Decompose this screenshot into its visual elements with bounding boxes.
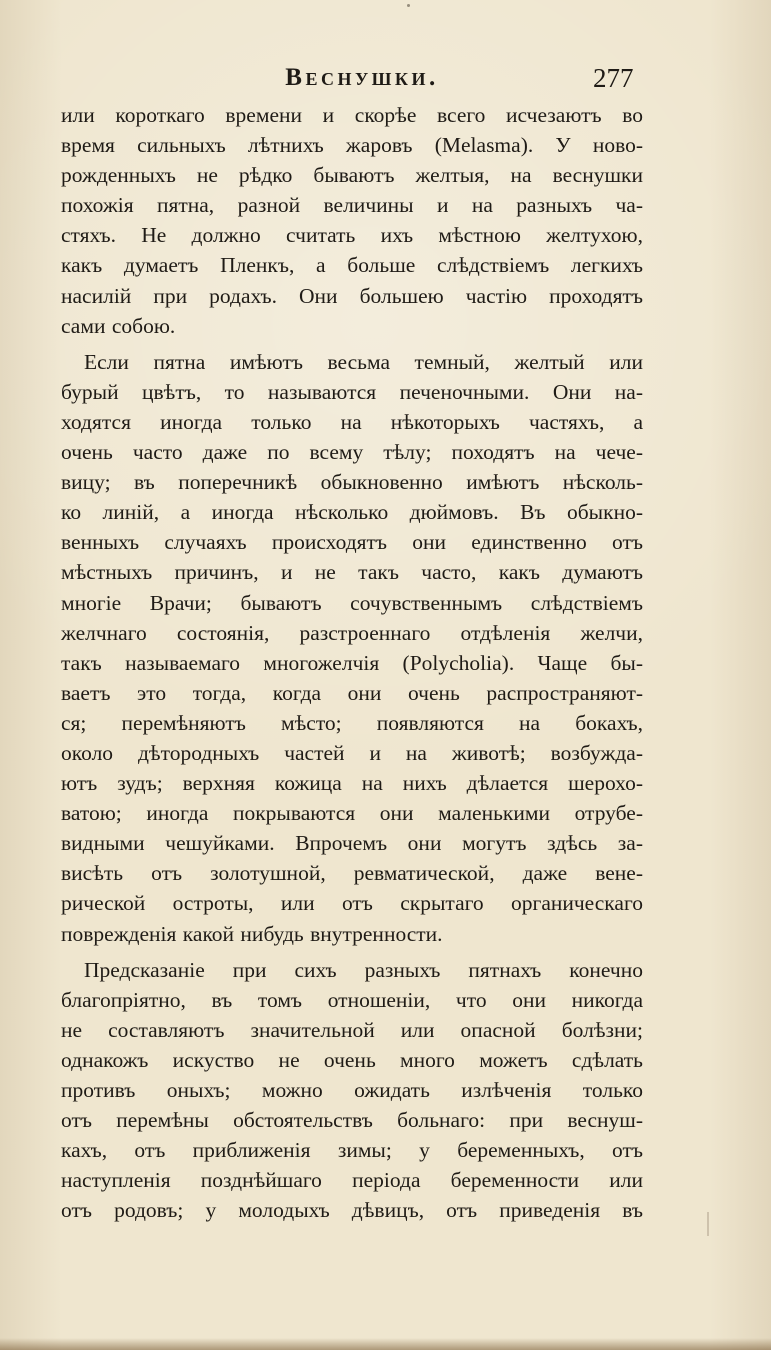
text-line: однакожъ искуство не очень много можетъ сдѣлать [61,1047,643,1072]
text-line: видными чешуйками. Впрочемъ они могутъ здѣсь за- [61,831,643,856]
ink-spot [407,4,410,7]
text-line: похожія пятна, разной величины и на разныхъ ча- [61,193,643,218]
text-line: Если пятна имѣютъ весьма темный, желтый или [84,349,643,374]
text-line: ко линій, а иногда нѣсколько дюймовъ. Въ обыкно- [61,500,643,525]
page-bottom-shadow [0,1338,771,1350]
text-line: висѣть отъ золотушной, ревматической, даже вене- [61,861,643,886]
text-line: вицу; въ поперечникѣ обыкновенно имѣютъ нѣсколь- [61,470,643,495]
text-line: поврежденія какой нибудь внутренности. [61,921,443,946]
text-line: не составляютъ значительной или опасной болѣзни; [61,1017,643,1042]
text-line: рической остроты, или отъ скрытаго органическаго [61,891,643,916]
text-line: мѣстныхъ причинъ, и не такъ часто, какъ думаютъ [61,560,643,585]
text-line: Предсказаніе при сихъ разныхъ пятнахъ конечно [84,957,643,982]
text-line: наступленія позднѣйшаго періода беременности или [61,1168,643,1193]
text-line: благопріятно, въ томъ отношеніи, что они никогда [61,987,643,1012]
body-text [61,100,643,1225]
text-line: около дѣтородныхъ частей и на животѣ; возбужда- [61,740,643,765]
text-line: рожденныхъ не рѣдко бываютъ желтыя, на веснушки [61,163,643,188]
text-line: бурый цвѣтъ, то называются печеночными. Они на- [61,379,643,404]
text-line: время сильныхъ лѣтнихъ жаровъ (Melasma). У ново- [61,133,643,158]
text-line: ходятся иногда только на нѣкоторыхъ частяхъ, а [61,409,643,434]
text-line: ся; перемѣняютъ мѣсто; появляются на бокахъ, [61,710,643,735]
text-line: многіе Врачи; бываютъ сочувственнымъ слѣдствіемъ [61,590,643,615]
text-line: ютъ зудъ; верхняя кожица на нихъ дѣлается шерохо- [61,771,643,796]
margin-mark [707,1212,709,1236]
text-line: ваетъ это тогда, когда они очень распространяют- [61,680,643,705]
text-line: очень часто даже по всему тѣлу; походятъ на чече- [61,440,643,465]
text-line: стяхъ. Не должно считать ихъ мѣстною желтухою, [61,223,643,248]
text-line: ватою; иногда покрываются они маленькими отрубе- [61,801,643,826]
text-line: сами собою. [61,313,176,338]
page-number: 277 [593,63,634,93]
text-line: отъ родовъ; у молодыхъ дѣвицъ, отъ приведенія въ [61,1198,643,1223]
text-line: насилій при родахъ. Они большею частію проходятъ [61,283,643,308]
text-line: или короткаго времени и скорѣе всего исчезаютъ во [61,103,643,127]
text-line: какъ думаетъ Пленкъ, а больше слѣдствіемъ легкихъ [61,253,643,278]
text-line: такъ называемаго многожелчія (Polycholia). Чаще бы- [61,650,643,675]
text-line: противъ оныхъ; можно ожидать излѣченія только [61,1078,643,1102]
text-line: венныхъ случаяхъ происходятъ они единственно отъ [61,530,643,555]
text-line: желчнаго состоянія, разстроеннаго отдѣленія желчи, [61,620,643,645]
running-title: Веснушки. [285,64,439,91]
text-line: отъ перемѣны обстоятельствъ больнаго: при веснуш- [61,1108,643,1133]
page-header [0,58,771,98]
text-line: кахъ, отъ приближенія зимы; у беременныхъ, отъ [61,1138,643,1163]
